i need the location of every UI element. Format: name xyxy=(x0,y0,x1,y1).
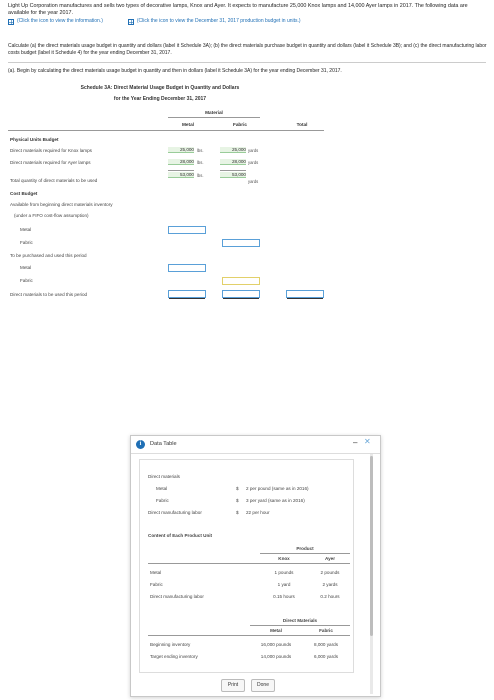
fabric-rate: 3 per yard (same as in 2016) xyxy=(246,498,305,503)
metal-purchase-input[interactable] xyxy=(168,264,206,272)
content-title: Content of Each Product Unit xyxy=(148,533,213,538)
ayer-label: Direct materials required for Ayer lamps xyxy=(10,160,91,165)
fabric-label: Fabric xyxy=(156,498,169,503)
metal-beginning-input[interactable] xyxy=(168,226,206,234)
fifo-label: (under a FIFO cost-flow assumption) xyxy=(14,213,89,218)
dialog-title: Data Table xyxy=(150,441,177,447)
metal-label: Metal xyxy=(20,227,32,232)
unit-label: yards xyxy=(248,179,259,184)
schedule-title: Schedule 3A: Direct Material Usage Budget in Quantity and Dollars xyxy=(80,85,240,91)
sum-rule xyxy=(168,170,194,171)
header-underline xyxy=(8,130,324,131)
used-label: Direct materials to be used this period xyxy=(10,292,88,297)
print-button[interactable]: Print xyxy=(221,679,245,692)
cost-budget-label: Cost Budget xyxy=(10,191,38,196)
knox-header: Knox xyxy=(278,556,290,561)
col-fabric: Fabric xyxy=(232,122,248,127)
fabric-label: Fabric xyxy=(150,582,163,587)
knox-metal-value[interactable]: 25,000 xyxy=(168,147,194,153)
scrollbar-thumb[interactable] xyxy=(370,456,373,636)
metal-label: Metal xyxy=(150,570,162,575)
divider xyxy=(8,62,486,63)
ayer-metal: 2 pounds xyxy=(320,570,340,575)
dollar-sign: $ xyxy=(236,486,239,491)
purchased-label: To be purchased and used this period xyxy=(10,253,87,258)
unit-label: lbs. xyxy=(197,173,204,178)
dm-metal-header: Metal xyxy=(270,628,282,633)
beginning-inventory-label: Beginning inventory xyxy=(150,642,191,647)
header-rule xyxy=(250,625,350,626)
metal-rate: 2 per pound (same as in 2016) xyxy=(246,486,309,491)
knox-metal: 1 pounds xyxy=(274,570,294,575)
problem-intro xyxy=(8,3,488,25)
unit-label: yards xyxy=(248,160,259,165)
metal-label: Metal xyxy=(20,265,32,270)
close-icon[interactable]: ✕ xyxy=(364,437,371,446)
metal-label: Metal xyxy=(156,486,168,491)
fabric-label: Fabric xyxy=(20,278,33,283)
physical-units-label: Physical Units Budget xyxy=(10,137,59,142)
direct-materials-header: Direct Materials xyxy=(282,618,318,623)
product-header: Product xyxy=(296,546,314,551)
schedule-subtitle: for the Year Ending December 31, 2017 xyxy=(113,96,207,102)
dml-label: Direct manufacturing labor xyxy=(148,510,202,515)
metal-used-input[interactable] xyxy=(168,290,206,298)
beg-metal: 16,000 pounds xyxy=(260,642,292,647)
instructions: Calculate (a) the direct materials usage budget in quantity and dollars (label it Schedule 3A); (b) the direct materials purchase budget in quantity and dollars (label it Schedule 3B); and (c) the direct manufacturing labor costs budget (label it Schedule 4) for the year ending December 31, 2017. xyxy=(8,43,487,56)
fabric-beginning-input[interactable] xyxy=(222,239,260,247)
total-metal-value[interactable]: 53,000 xyxy=(168,172,194,178)
dollar-sign: $ xyxy=(236,510,239,515)
fabric-used-input[interactable] xyxy=(222,290,260,298)
total-used-input[interactable] xyxy=(286,290,324,298)
dollar-sign: $ xyxy=(236,498,239,503)
sum-rule xyxy=(220,170,246,171)
table-icon[interactable] xyxy=(128,19,134,25)
material-header: Material xyxy=(205,110,223,115)
info-icon: i xyxy=(136,440,145,449)
direct-materials-label: Direct materials xyxy=(148,474,180,479)
knox-fabric: 1 yard xyxy=(277,582,291,587)
minimize-icon[interactable]: – xyxy=(353,438,358,447)
target-inventory-label: Target ending inventory xyxy=(150,654,198,659)
done-button[interactable]: Done xyxy=(251,679,275,692)
intro-text: Light Up Corporation manufactures and sells two types of decorative lamps, Knox and Ayer. It expects to manufacture 25,000 Knox lamps and 14,000 Ayer lamps in 2017. The following data are available for the year 2017. xyxy=(8,3,468,16)
beg-inv-label: Available from beginning direct materials inventory xyxy=(10,202,113,207)
ayer-header: Ayer xyxy=(324,556,336,561)
data-table-content xyxy=(139,459,354,673)
total-qty-label: Total quantity of direct materials to be used xyxy=(10,178,98,183)
part-a-prompt: (a). Begin by calculating the direct materials usage budget in quantity and then in dollars (label it Schedule 3A) for the year ending December 31, 2017. xyxy=(8,68,342,74)
data-table-dialog xyxy=(130,435,381,697)
dm-fabric-header: Fabric xyxy=(319,628,333,633)
header-rule xyxy=(260,553,350,554)
production-budget-link[interactable]: (Click the icon to view the December 31, 2017 production budget in units.) xyxy=(136,18,301,24)
info-link[interactable]: (Click the icon to view the information.) xyxy=(17,18,103,24)
knox-label: Direct materials required for Knox lamps xyxy=(10,148,92,153)
dml-label: Direct manufacturing labor xyxy=(150,594,204,599)
beg-fabric: 8,000 yards xyxy=(313,642,338,647)
dml-rate: 22 per hour xyxy=(246,510,270,515)
header-underline xyxy=(148,635,350,636)
ayer-metal-value[interactable]: 28,000 xyxy=(168,159,194,165)
unit-label: yards xyxy=(248,148,259,153)
knox-fabric-value[interactable]: 25,000 xyxy=(220,147,246,153)
table-icon[interactable] xyxy=(8,19,14,25)
knox-dml: 0.15 hours xyxy=(273,594,295,599)
ayer-fabric: 2 yards xyxy=(322,582,338,587)
total-fabric-value[interactable]: 53,000 xyxy=(220,172,246,178)
fabric-label: Fabric xyxy=(20,240,33,245)
tgt-metal: 14,000 pounds xyxy=(260,654,292,659)
header-rule xyxy=(168,117,260,118)
unit-label: lbs. xyxy=(197,148,204,153)
header-underline xyxy=(148,563,350,564)
tgt-fabric: 6,000 yards xyxy=(313,654,338,659)
col-metal: Metal xyxy=(182,122,194,127)
ayer-dml: 0.2 hours xyxy=(320,594,340,599)
ayer-fabric-value[interactable]: 28,000 xyxy=(220,159,246,165)
col-total: Total xyxy=(296,122,308,127)
unit-label: lbs. xyxy=(197,160,204,165)
fabric-purchase-input[interactable] xyxy=(222,277,260,285)
